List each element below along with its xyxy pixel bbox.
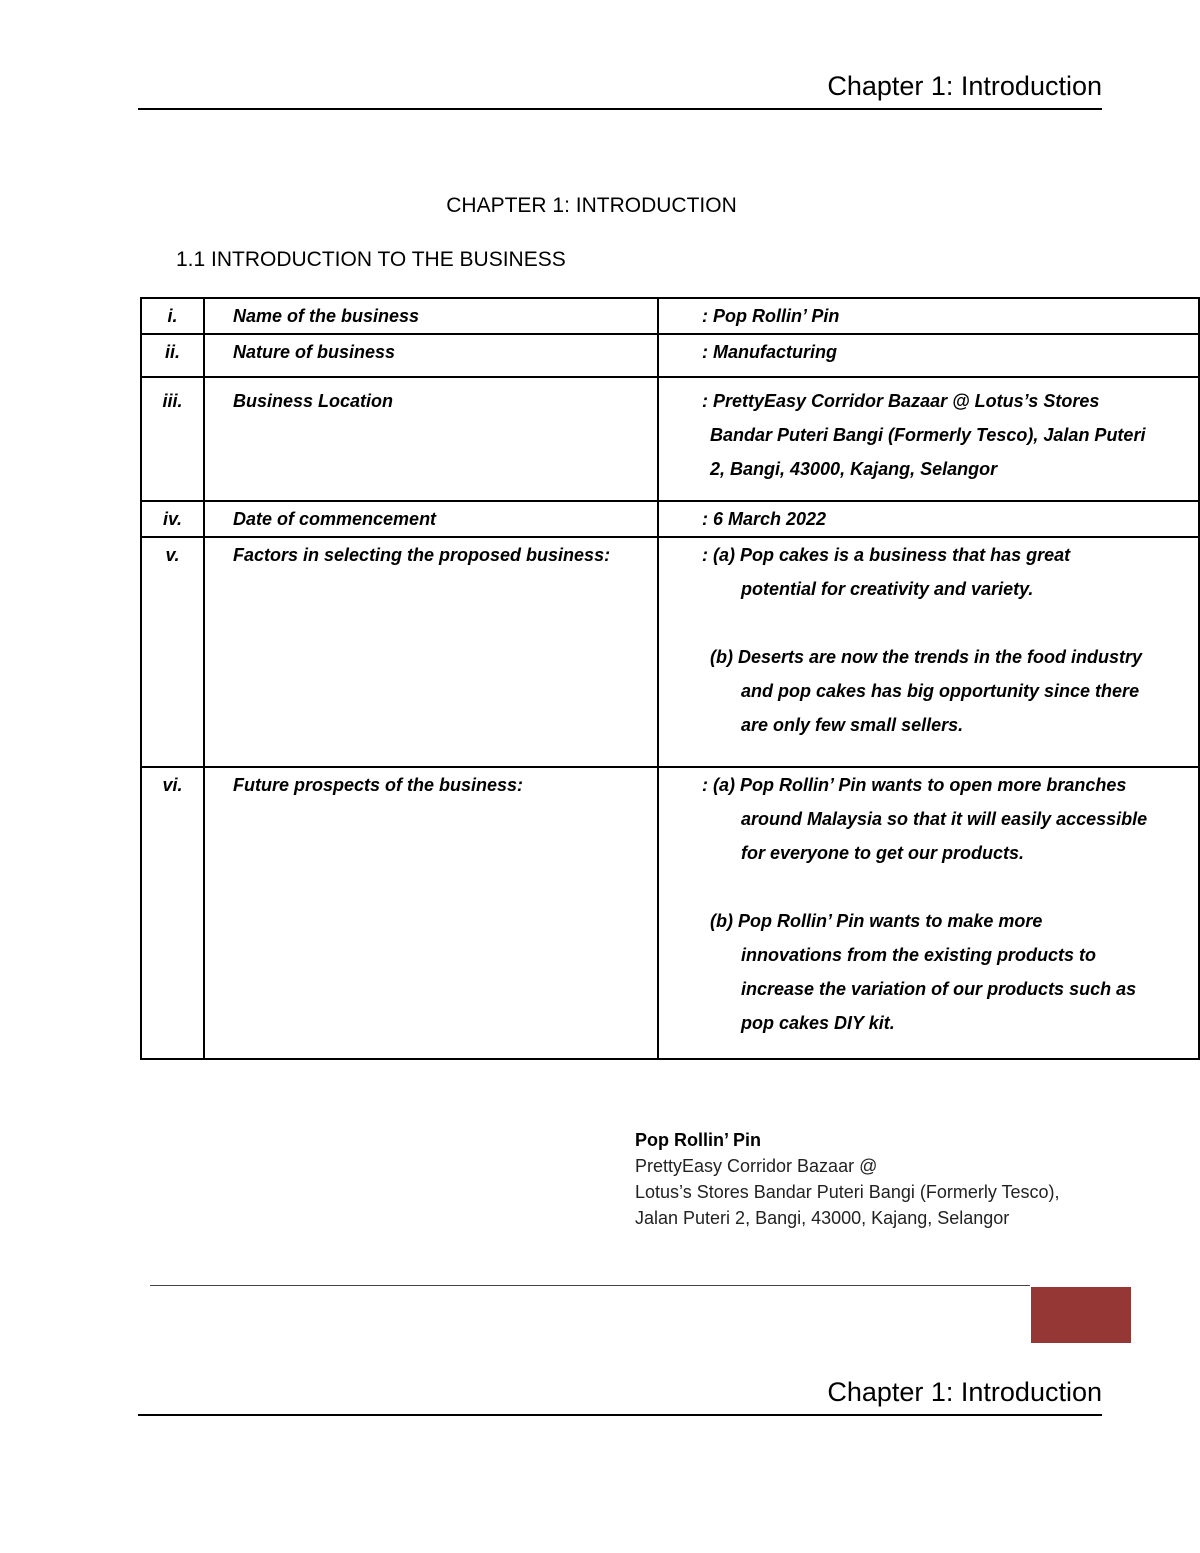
value-line: (b) Deserts are now the trends in the food industry [710, 647, 1143, 667]
running-header: Chapter 1: Introduction [827, 71, 1102, 101]
value-line: for everyone to get our products. [741, 843, 1025, 863]
value-line: potential for creativity and variety. [741, 579, 1034, 599]
row-value [658, 377, 1199, 501]
table-row [141, 334, 1199, 377]
row-number: iii. [141, 377, 204, 501]
value-line: innovations from the existing products to [741, 945, 1097, 965]
header-rule [138, 108, 1102, 110]
row-number: vi. [141, 767, 204, 1059]
table-row [141, 537, 1199, 767]
row-label: Future prospects of the business: [204, 767, 658, 1059]
row-label: Factors in selecting the proposed business: [204, 537, 658, 767]
row-value [658, 537, 1199, 767]
section-title: 1.1 INTRODUCTION TO THE BUSINESS [176, 248, 566, 271]
table-row [141, 377, 1199, 501]
row-label: Business Location [204, 377, 658, 501]
value-line: increase the variation of our products such as [741, 979, 1137, 999]
row-number: v. [141, 537, 204, 767]
row-value [658, 298, 1199, 334]
table-row [141, 298, 1199, 334]
footer-rule [150, 1285, 1030, 1286]
value-line: : Pop Rollin’ Pin [702, 306, 840, 326]
paragraph-spacer [702, 870, 1192, 904]
row-label: Date of commencement [204, 501, 658, 537]
value-line: Bandar Puteri Bangi (Formerly Tesco), Jalan Puteri [710, 425, 1146, 445]
row-value [658, 767, 1199, 1059]
value-line: are only few small sellers. [741, 715, 964, 735]
value-line: around Malaysia so that it will easily accessible [741, 809, 1148, 829]
table-row [141, 501, 1199, 537]
value-line: : Manufacturing [702, 342, 837, 362]
address-line: Lotus’s Stores Bandar Puteri Bangi (Formerly Tesco), [635, 1182, 1060, 1202]
value-line: (b) Pop Rollin’ Pin wants to make more [710, 911, 1043, 931]
value-line: : PrettyEasy Corridor Bazaar @ Lotus’s Stores [702, 391, 1100, 411]
value-line: and pop cakes has big opportunity since there [741, 681, 1140, 701]
row-value [658, 501, 1199, 537]
address-line: PrettyEasy Corridor Bazaar @ [635, 1156, 878, 1176]
business-info-table [140, 297, 1200, 1060]
row-label: Name of the business [204, 298, 658, 334]
chapter-title: CHAPTER 1: INTRODUCTION [446, 194, 737, 217]
row-number: ii. [141, 334, 204, 377]
value-line: 2, Bangi, 43000, Kajang, Selangor [710, 459, 998, 479]
row-label: Nature of business [204, 334, 658, 377]
value-line: pop cakes DIY kit. [741, 1013, 895, 1033]
value-line: : 6 March 2022 [702, 509, 827, 529]
running-header: Chapter 1: Introduction [827, 1377, 1102, 1407]
paragraph-spacer [702, 606, 1192, 640]
row-value [658, 334, 1199, 377]
address-line: Jalan Puteri 2, Bangi, 43000, Kajang, Selangor [635, 1208, 1010, 1228]
footer-accent-box [1031, 1287, 1131, 1343]
row-number: i. [141, 298, 204, 334]
row-number: iv. [141, 501, 204, 537]
address-block [635, 1127, 1060, 1231]
table-row [141, 767, 1199, 1059]
value-line: : (a) Pop cakes is a business that has great [702, 545, 1071, 565]
value-line: : (a) Pop Rollin’ Pin wants to open more branches [702, 775, 1127, 795]
header-rule [138, 1414, 1102, 1416]
business-name: Pop Rollin’ Pin [635, 1130, 761, 1150]
